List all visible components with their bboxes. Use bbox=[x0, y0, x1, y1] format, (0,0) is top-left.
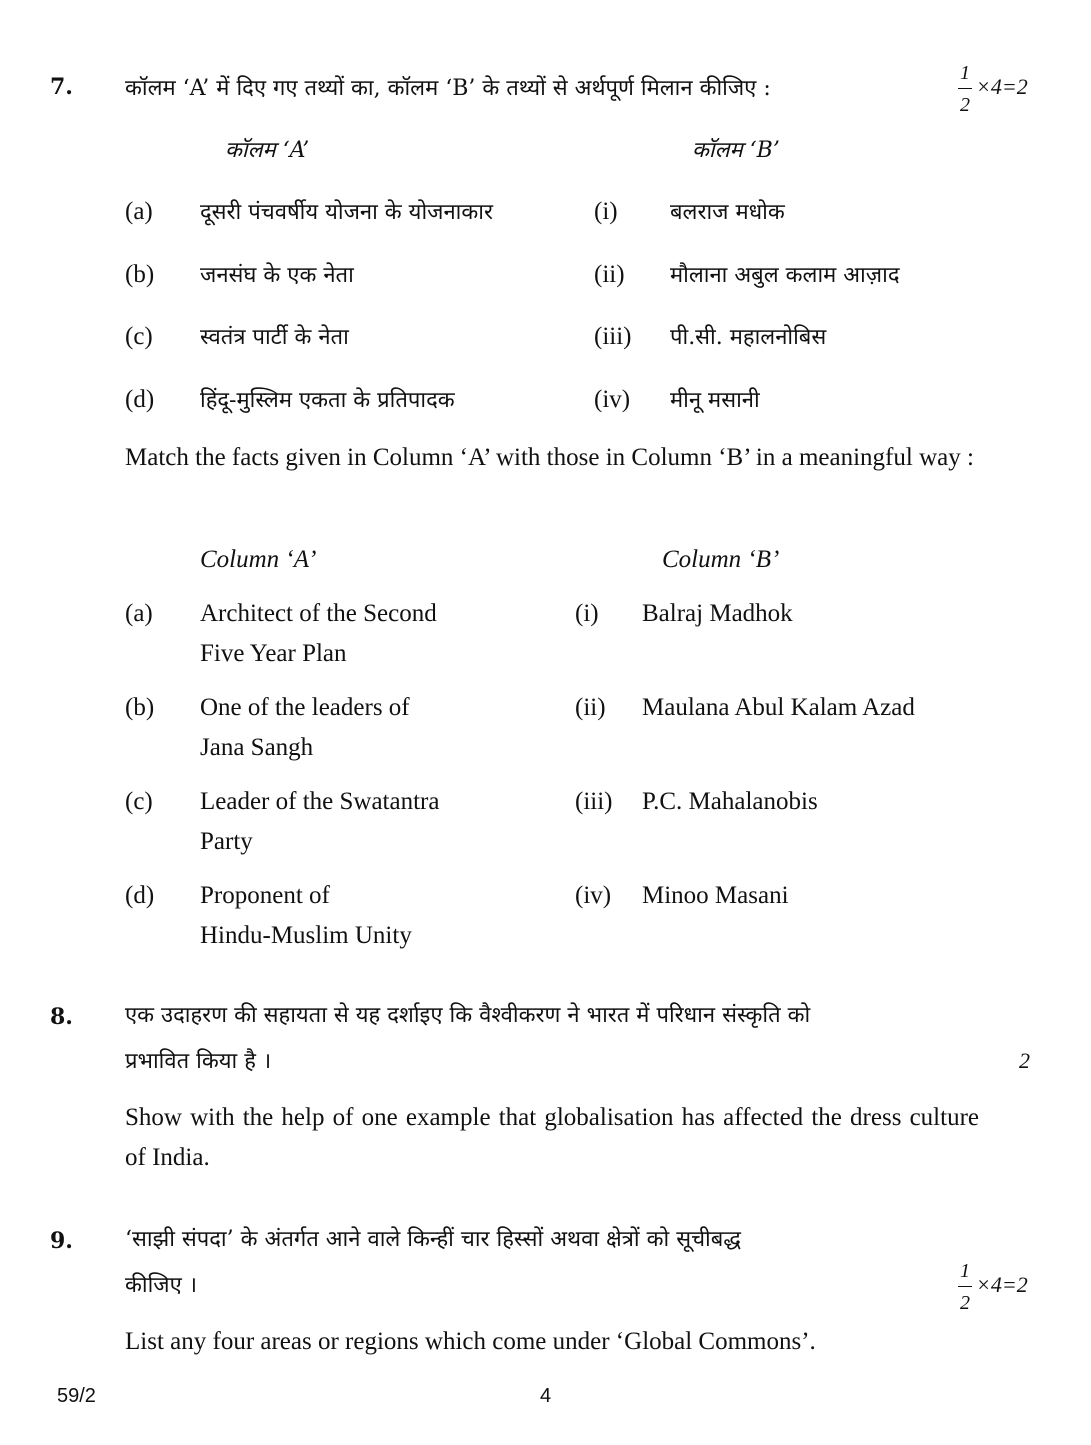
question-number-7: 7. bbox=[50, 74, 73, 100]
q7-en-row-a-label: (a) bbox=[125, 600, 153, 627]
q7-en-row-c-line2: Party bbox=[200, 828, 253, 855]
q8-marks: 2 bbox=[1019, 1048, 1030, 1073]
q7-en-row-i-label: (i) bbox=[575, 600, 599, 627]
q7-marks-denominator: 2 bbox=[960, 94, 970, 116]
q9-marks-numerator: 1 bbox=[960, 1260, 970, 1282]
paper-code: 59/2 bbox=[57, 1385, 96, 1407]
q7-en-row-iv-text: Minoo Masani bbox=[642, 882, 789, 909]
q7-english-prompt: Match the facts given in Column ‘A’ with those in Column ‘B’ in a meaningful way : bbox=[125, 444, 974, 471]
q7-hindi-prompt: कॉलम ‘A’ में दिए गए तथ्यों का, कॉलम ‘B’ के तथ्यों से अर्थपूर्ण मिलान कीजिए : bbox=[125, 76, 771, 101]
q7-english-column-b-heading: Column ‘B’ bbox=[662, 546, 780, 573]
q7-hi-row-b-text: जनसंघ के एक नेता bbox=[200, 263, 354, 288]
q7-hi-row-a-text: दूसरी पंचवर्षीय योजना के योजनाकार bbox=[200, 200, 493, 225]
q7-en-row-d-line2: Hindu-Muslim Unity bbox=[200, 922, 412, 949]
q7-marks-numerator: 1 bbox=[960, 62, 970, 84]
q7-en-row-c-line1: Leader of the Swatantra bbox=[200, 788, 440, 815]
q7-en-row-a-line2: Five Year Plan bbox=[200, 640, 347, 667]
q7-hi-row-c-label: (c) bbox=[125, 323, 153, 350]
q7-hi-row-i-text: बलराज मधोक bbox=[670, 200, 785, 225]
q7-en-row-iii-label: (iii) bbox=[575, 788, 613, 815]
q7-en-row-iv-label: (iv) bbox=[575, 882, 612, 909]
q9-marks-denominator: 2 bbox=[960, 1292, 970, 1314]
q9-marks-rest: ×4=2 bbox=[976, 1272, 1028, 1297]
q8-english-text: Show with the help of one example that globalisation has affected the dress culture of India. bbox=[125, 1104, 979, 1171]
q8-hindi-line-2: प्रभावित किया है । bbox=[125, 1049, 272, 1074]
q7-hi-row-iii-text: पी.सी. महालनोबिस bbox=[670, 325, 827, 350]
q7-english-column-a-heading: Column ‘A’ bbox=[200, 546, 317, 573]
q7-en-row-i-text: Balraj Madhok bbox=[642, 600, 793, 627]
q7-hindi-column-b-heading: कॉलम ‘B’ bbox=[692, 138, 780, 163]
q7-hi-row-iv-label: (iv) bbox=[594, 386, 631, 413]
q7-en-row-b-label: (b) bbox=[125, 694, 155, 721]
q7-hi-row-i-label: (i) bbox=[594, 198, 618, 225]
q9-hindi-line-1: ‘साझी संपदा’ के अंतर्गत आने वाले किन्हीं चार हिस्सों अथवा क्षेत्रों को सूचीबद्ध bbox=[125, 1227, 741, 1252]
q7-hi-row-iv-text: मीनू मसानी bbox=[670, 388, 760, 413]
q7-hi-row-iii-label: (iii) bbox=[594, 323, 632, 350]
q7-en-row-d-label: (d) bbox=[125, 882, 155, 909]
question-number-9: 9. bbox=[50, 1228, 73, 1254]
q7-en-row-c-label: (c) bbox=[125, 788, 153, 815]
q7-hi-row-ii-text: मौलाना अबुल कलाम आज़ाद bbox=[670, 263, 900, 288]
q7-en-row-ii-text: Maulana Abul Kalam Azad bbox=[642, 694, 915, 721]
q8-hindi-line-1: एक उदाहरण की सहायता से यह दर्शाइए कि वैश्वीकरण ने भारत में परिधान संस्कृति को bbox=[125, 1003, 811, 1028]
q7-en-row-b-line2: Jana Sangh bbox=[200, 734, 314, 761]
q7-hi-row-a-label: (a) bbox=[125, 198, 153, 225]
q7-en-row-a-line1: Architect of the Second bbox=[200, 600, 437, 627]
q7-marks-rest: ×4=2 bbox=[976, 74, 1028, 99]
page-number: 4 bbox=[540, 1385, 552, 1407]
q7-hi-row-ii-label: (ii) bbox=[594, 261, 625, 288]
q7-hi-row-b-label: (b) bbox=[125, 261, 155, 288]
q7-hi-row-d-text: हिंदू-मुस्लिम एकता के प्रतिपादक bbox=[200, 388, 455, 413]
q7-en-row-iii-text: P.C. Mahalanobis bbox=[642, 788, 818, 815]
q7-hindi-column-a-heading: कॉलम ‘A’ bbox=[225, 138, 310, 163]
q7-en-row-d-line1: Proponent of bbox=[200, 882, 330, 909]
q9-hindi-line-2: कीजिए । bbox=[125, 1273, 198, 1298]
question-number-8: 8. bbox=[50, 1004, 73, 1030]
q7-en-row-ii-label: (ii) bbox=[575, 694, 606, 721]
q9-english-text: List any four areas or regions which come under ‘Global Commons’. bbox=[125, 1328, 816, 1355]
q7-hi-row-c-text: स्वतंत्र पार्टी के नेता bbox=[200, 325, 349, 350]
q7-en-row-b-line1: One of the leaders of bbox=[200, 694, 410, 721]
q7-hi-row-d-label: (d) bbox=[125, 386, 155, 413]
